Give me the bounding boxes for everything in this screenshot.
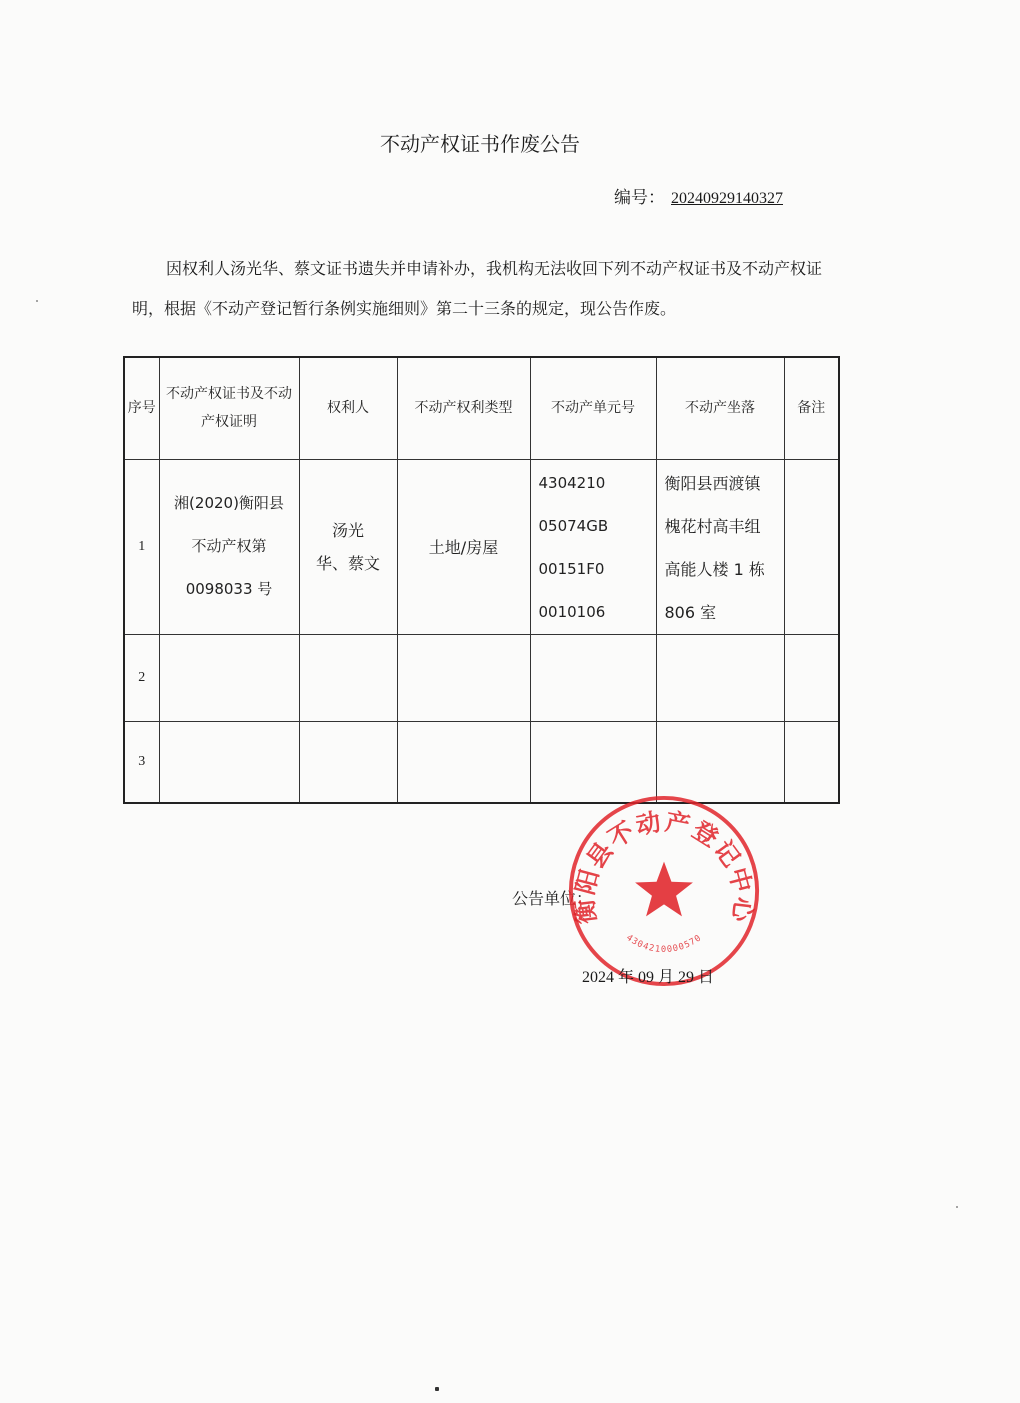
certificate-table: [123, 356, 840, 804]
row-unit: [530, 459, 656, 634]
row-owner: [299, 459, 397, 634]
scan-speck: [435, 1387, 439, 1391]
row-note: [784, 459, 839, 634]
serial-label: 编号：: [614, 188, 665, 208]
row-seq: 3: [124, 721, 159, 803]
row-unit: [530, 721, 656, 803]
owner-line: 汤光: [331, 520, 364, 540]
owner-line: 华、蔡文: [315, 553, 380, 573]
unit-line: 4304210: [538, 473, 606, 492]
row-type: [397, 721, 530, 803]
header-cert: 不动产权证书及不动产权证明: [159, 357, 299, 459]
row-note: [784, 634, 839, 721]
header-unit: 不动产单元号: [530, 357, 656, 459]
row-location: [656, 634, 784, 721]
header-owner: 权利人: [299, 357, 397, 459]
unit-line: 00151F0: [538, 559, 605, 578]
table-row: [124, 634, 839, 721]
seal-text: 衡阳县不动产登记中心: [569, 806, 759, 926]
header-seq: 序号: [124, 357, 159, 459]
row-cert: [159, 634, 299, 721]
row-owner: [299, 634, 397, 721]
row-location: [656, 459, 784, 634]
official-seal: [566, 793, 762, 989]
row-location: [656, 721, 784, 803]
cert-line: 不动产权第: [191, 537, 267, 555]
table-row: [124, 721, 839, 803]
announcing-unit-label: 公告单位：: [512, 889, 593, 908]
row-owner: [299, 721, 397, 803]
scan-speck: [36, 300, 38, 302]
row-seq: 2: [124, 634, 159, 721]
location-line: 衡阳县西渡镇: [664, 473, 761, 493]
row-note: [784, 721, 839, 803]
location-line: 槐花村高丰组: [664, 516, 761, 536]
table-header-row: [124, 357, 839, 459]
table-row: [124, 459, 839, 634]
announcement-body: 因权利人汤光华、蔡文证书遗失并申请补办，我机构无法收回下列不动产权证书及不动产权证明，根据《不动产登记暂行条例实施细则》第二十三条的规定，现公告作废。: [132, 261, 823, 318]
location-line: 高能人楼 1 栋: [664, 559, 765, 579]
document-title: 不动产权证书作废公告: [380, 132, 580, 156]
row-cert: [159, 459, 299, 634]
row-type: 土地/房屋: [397, 459, 530, 634]
header-location: 不动产坐落: [656, 357, 784, 459]
row-cert: [159, 721, 299, 803]
row-seq: 1: [124, 459, 159, 634]
serial-number: 20240929140327: [671, 190, 783, 207]
seal-code: 4304210000570: [624, 932, 704, 955]
row-unit: [530, 634, 656, 721]
announcement-date: 2024 年 09 月 29 日: [582, 969, 715, 986]
cert-line: 0098033 号: [185, 580, 273, 598]
row-type: [397, 634, 530, 721]
unit-line: 05074GB: [538, 516, 609, 535]
scan-speck: [956, 1206, 958, 1208]
header-type: 不动产权利类型: [397, 357, 530, 459]
cert-line: 湘(2020)衡阳县: [174, 494, 284, 512]
seal-star-icon: [635, 862, 693, 917]
serial-number-line: [614, 183, 783, 208]
header-note: 备注: [784, 357, 839, 459]
unit-line: 0010106: [538, 602, 606, 621]
location-line: 806 室: [664, 602, 717, 622]
